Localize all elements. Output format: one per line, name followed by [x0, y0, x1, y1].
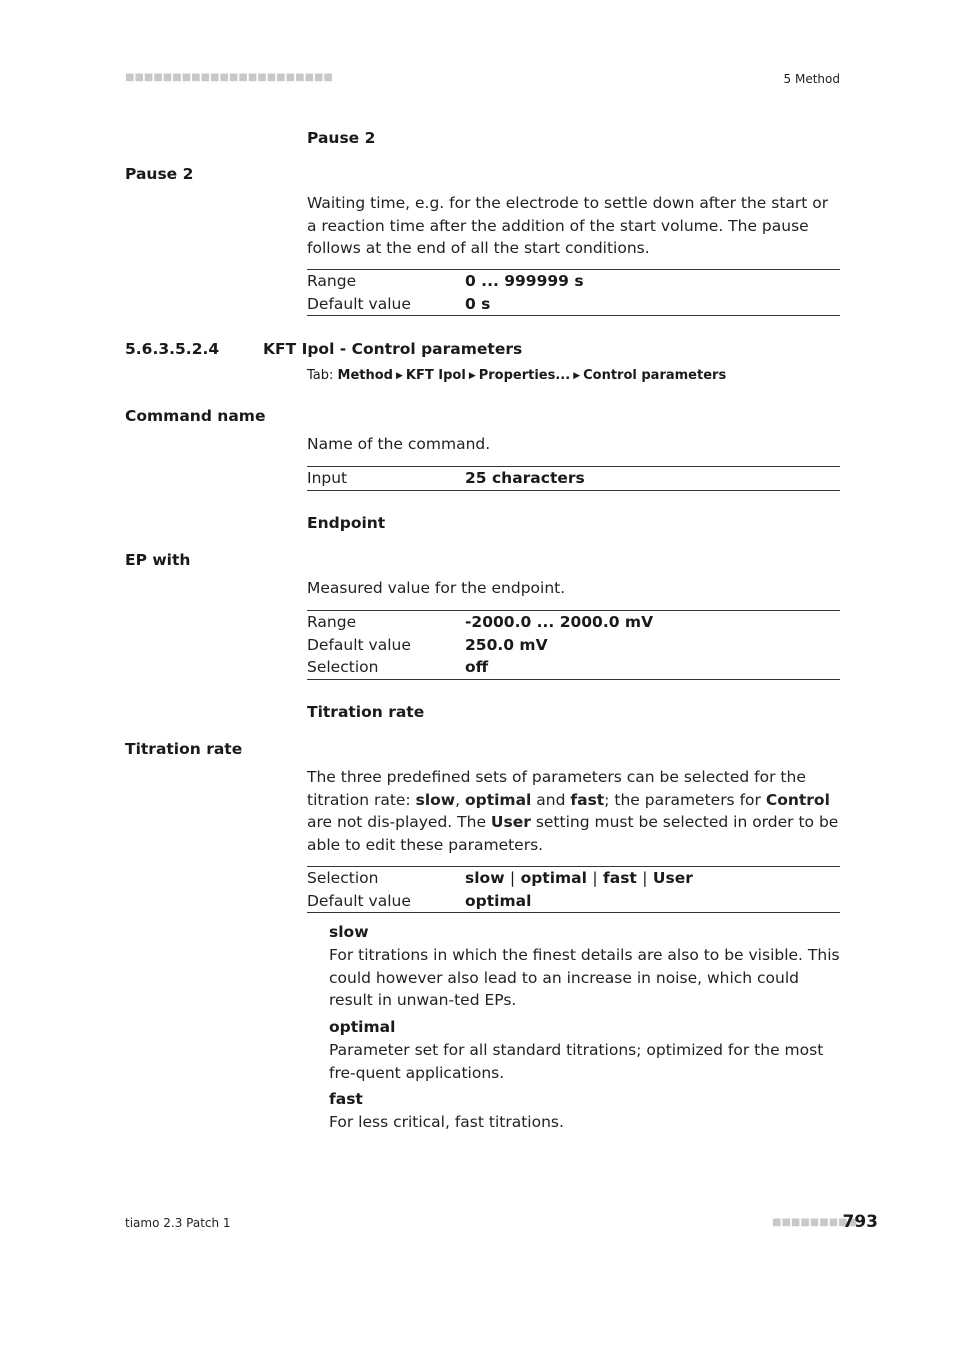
text-run-bold: Control	[765, 790, 830, 809]
ep-with-table	[307, 610, 840, 680]
table-row	[307, 656, 840, 679]
table-key: Default value	[307, 294, 411, 313]
selection-option: slow	[465, 869, 505, 887]
selection-option: optimal	[520, 869, 587, 887]
separator: |	[509, 869, 516, 887]
tab-path-item: KFT Ipol	[405, 368, 466, 383]
titration-rate-table	[307, 866, 840, 913]
selection-option: fast	[603, 869, 637, 887]
pause2-label: Pause 2	[125, 165, 194, 183]
text-run: are not dis-played. The	[307, 813, 491, 831]
arrow-right-icon: ▶	[468, 371, 476, 381]
command-name-table	[307, 466, 840, 491]
text-run: ; the parameters for	[604, 790, 766, 809]
option-optimal-name: optimal	[329, 1018, 396, 1036]
page-number: 793	[842, 1212, 878, 1232]
command-name-label: Command name	[125, 407, 266, 425]
tab-prefix: Tab:	[307, 368, 334, 383]
table-key: Range	[307, 272, 357, 290]
ep-with-label: EP with	[125, 551, 191, 569]
table-value	[465, 867, 693, 890]
table-value: 0 ... 999999 s	[465, 272, 584, 290]
text-run: and	[531, 790, 571, 809]
ep-with-description: Measured value for the endpoint.	[307, 579, 566, 597]
table-value: optimal	[465, 891, 532, 910]
table-key: Selection	[307, 869, 379, 887]
text-run: ,	[455, 790, 465, 809]
table-value: -2000.0 ... 2000.0 mV	[465, 613, 654, 631]
command-name-description: Name of the command.	[307, 435, 491, 453]
separator: |	[592, 869, 598, 887]
table-value: 25 characters	[465, 469, 585, 487]
table-row	[307, 270, 840, 293]
footer-product: tiamo 2.3 Patch 1	[125, 1216, 231, 1230]
table-row	[307, 634, 840, 657]
table-key: Selection	[307, 658, 379, 676]
section-title: KFT Ipol - Control parameters	[263, 340, 523, 358]
tab-path-item: Method	[337, 368, 393, 383]
tab-path-item: Control parameters	[583, 368, 727, 383]
selection-option: User	[652, 869, 693, 887]
tab-path	[307, 368, 726, 383]
table-row	[307, 467, 840, 490]
footer-decoration: ■■■■■■■■■	[772, 1217, 858, 1228]
table-key: Default value	[307, 635, 411, 654]
text-run-bold: slow	[415, 790, 456, 809]
pause2-heading: Pause 2	[307, 129, 376, 147]
section-number: 5.6.3.5.2.4	[125, 340, 220, 358]
separator: |	[642, 869, 648, 887]
text-run: The three predefined sets of parameters can be selected for the titration rate:	[307, 768, 806, 809]
table-key: Range	[307, 613, 357, 631]
table-value: 0 s	[465, 294, 491, 313]
text-run-bold: optimal	[464, 790, 532, 809]
table-value: 250.0 mV	[465, 635, 548, 654]
table-row	[307, 293, 840, 316]
arrow-right-icon: ▶	[396, 371, 403, 381]
table-row	[307, 890, 840, 913]
option-optimal-description: Parameter set for all standard titrations; optimized for the most fre-quent applications.	[329, 1041, 824, 1082]
option-slow-description: For titrations in which the finest details are also to be visible. This could however also lead to an increase in noise, which could result in unwan-ted EPs.	[329, 946, 840, 1009]
titration-rate-description	[307, 766, 840, 856]
table-row	[307, 867, 840, 890]
option-slow-name: slow	[329, 923, 369, 941]
pause2-table	[307, 269, 840, 316]
table-value: off	[465, 658, 489, 676]
text-run-bold: fast	[570, 790, 605, 809]
text-run: setting must be selected in order to be able to edit these parameters.	[307, 813, 839, 854]
endpoint-heading: Endpoint	[307, 514, 386, 532]
table-key: Input	[307, 469, 348, 487]
arrow-right-icon: ▶	[573, 371, 581, 381]
chapter-title: 5 Method	[783, 72, 840, 86]
text-run-bold: User	[490, 813, 531, 831]
titration-rate-label: Titration rate	[125, 740, 243, 758]
tab-path-item: Properties...	[478, 368, 571, 383]
table-row	[307, 611, 840, 634]
header-decoration: ■■■■■■■■■■■■■■■■■■■■■■	[125, 72, 333, 83]
option-fast-name: fast	[329, 1090, 363, 1108]
table-key: Default value	[307, 891, 411, 910]
pause2-description: Waiting time, e.g. for the electrode to settle down after the start or a reaction time after the addition of the start volume. The pause follows at the end of all the start conditions.	[307, 194, 829, 257]
option-fast-description: For less critical, fast titrations.	[329, 1113, 564, 1131]
titration-rate-heading: Titration rate	[307, 703, 425, 721]
